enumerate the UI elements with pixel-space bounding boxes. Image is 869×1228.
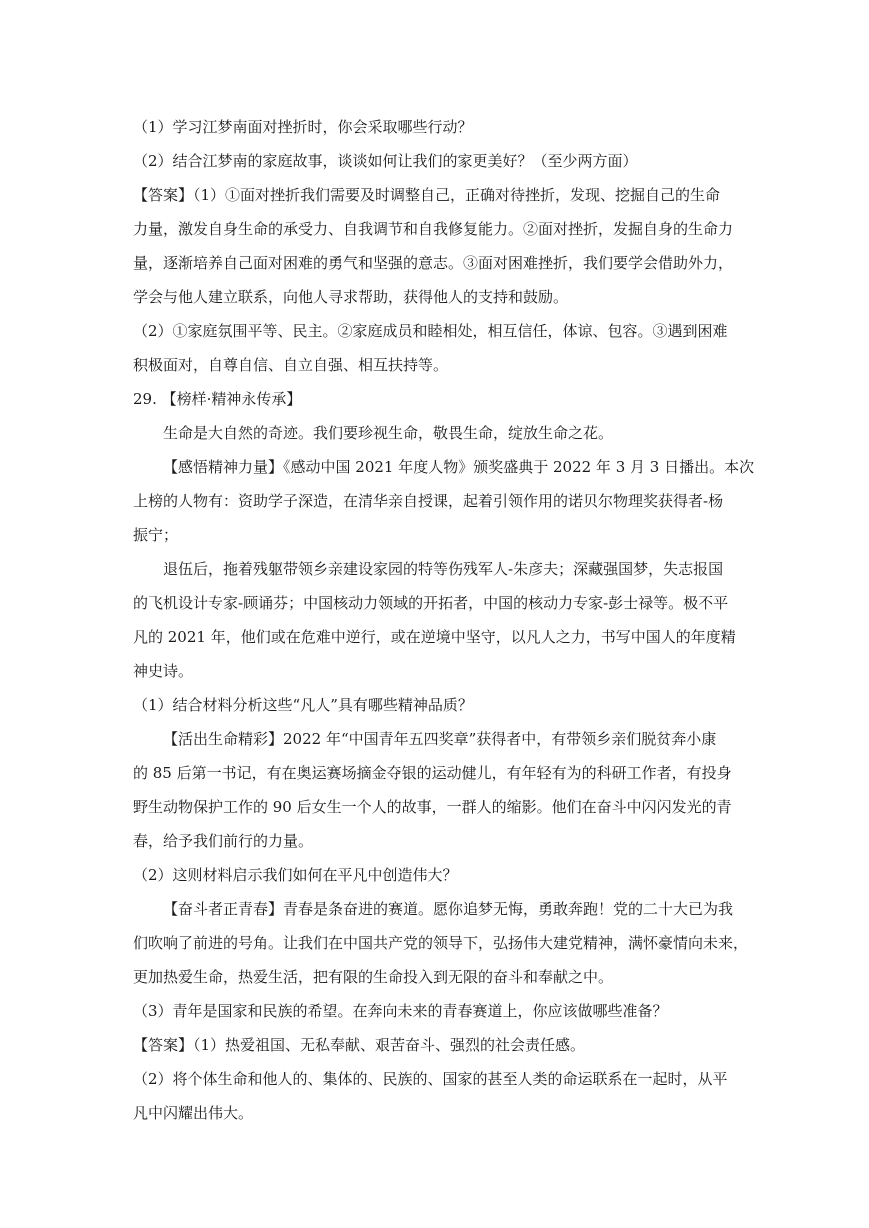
material-3-line-1: 【奋斗者正青春】青春是条奋进的赛道。愿你追梦无悔，勇敢奔跑！党的二十大已为我 bbox=[163, 900, 734, 918]
material-2-line-4: 春，给予我们前行的力量。 bbox=[133, 832, 314, 850]
answer-28-line-3: 量，逐渐培养自己面对困难的勇气和坚强的意志。③面对困难挫折，我们要学会借助外力， bbox=[133, 254, 734, 272]
question-2-29: （2）这则材料启示我们如何在平凡中创造伟大？ bbox=[133, 866, 458, 884]
answer-28-line-5: （2）①家庭氛围平等、民主。②家庭成员和睦相处，相互信任，体谅、包容。③遇到困难 bbox=[133, 322, 728, 340]
question-3-29: （3）青年是国家和民族的希望。在奔向未来的青春赛道上，你应该做哪些准备？ bbox=[133, 1002, 668, 1020]
material-1-line-7: 神史诗。 bbox=[133, 662, 194, 680]
answer-28-line-4: 学会与他人建立联系，向他人寻求帮助，获得他人的支持和鼓励。 bbox=[133, 288, 569, 306]
answer-29-line-2: （2）将个体生命和他人的、集体的、民族的、国家的甚至人类的命运联系在一起时，从平 bbox=[133, 1070, 728, 1088]
material-1-line-2: 上榜的人物有：资助学子深造，在清华亲自授课，起着引领作用的诺贝尔物理奖获得者-杨 bbox=[133, 492, 724, 510]
material-1-line-5: 的飞机设计专家-顾诵芬；中国核动力领域的开拓者，中国的核动力专家-彭士禄等。极不平 bbox=[133, 594, 729, 612]
material-2-line-2: 的 85 后第一书记，有在奥运赛场摘金夺银的运动健儿，有年轻有为的科研工作者，有投身 bbox=[133, 764, 732, 782]
question-1-29: （1）结合材料分析这些“凡人”具有哪些精神品质？ bbox=[133, 696, 473, 714]
material-3-line-3: 更加热爱生命，热爱生活，把有限的生命投入到无限的奋斗和奉献之中。 bbox=[133, 968, 614, 986]
material-intro: 生命是大自然的奇迹。我们要珍视生命，敬畏生命，绽放生命之花。 bbox=[163, 424, 614, 442]
document-body bbox=[133, 110, 773, 1130]
material-2-line-3: 野生动物保护工作的 90 后女生一个人的故事，一群人的缩影。他们在奋斗中闪闪发光的青 bbox=[133, 798, 732, 816]
answer-29-line-3: 凡中闪耀出伟大。 bbox=[133, 1104, 254, 1122]
material-1-line-4: 退伍后，拖着残躯带领乡亲建设家园的特等伤残军人-朱彦夫；深藏强国梦，失志报国 bbox=[163, 560, 724, 578]
material-1-line-1: 【感悟精神力量】《感动中国 2021 年度人物》颁奖盛典于 2022 年 3 月 3 日播出。本次 bbox=[163, 458, 755, 476]
question-1-28: （1）学习江梦南面对挫折时，你会采取哪些行动？ bbox=[133, 118, 473, 136]
material-1-line-3: 振宁； bbox=[133, 526, 179, 544]
question-29-heading: 29. 【榜样·精神永传承】 bbox=[133, 390, 302, 408]
question-2-28: （2）结合江梦南的家庭故事，谈谈如何让我们的家更美好？（至少两方面） bbox=[133, 152, 638, 170]
answer-28-line-2: 力量，激发自身生命的承受力、自我调节和自我修复能力。②面对挫折，发掘自身的生命力 bbox=[133, 220, 734, 238]
material-2-line-1: 【活出生命精彩】2022 年“中国青年五四奖章”获得者中，有带领乡亲们脱贫奔小康 bbox=[163, 730, 717, 748]
answer-29-line-1: 【答案】（1）热爱祖国、无私奉献、艰苦奋斗、强烈的社会责任感。 bbox=[133, 1036, 586, 1054]
answer-28-line-1: 【答案】（1）①面对挫折我们需要及时调整自己，正确对待挫折，发现、挖掘自己的生命 bbox=[133, 186, 721, 204]
answer-28-line-6: 积极面对，自尊自信、自立自强、相互扶持等。 bbox=[133, 356, 449, 374]
material-1-line-6: 凡的 2021 年，他们或在危难中逆行，或在逆境中坚守，以凡人之力，书写中国人的年度精 bbox=[133, 628, 736, 646]
material-3-line-2: 们吹响了前进的号角。让我们在中国共产党的领导下，弘扬伟大建党精神，满怀豪情向未来， bbox=[133, 934, 749, 952]
